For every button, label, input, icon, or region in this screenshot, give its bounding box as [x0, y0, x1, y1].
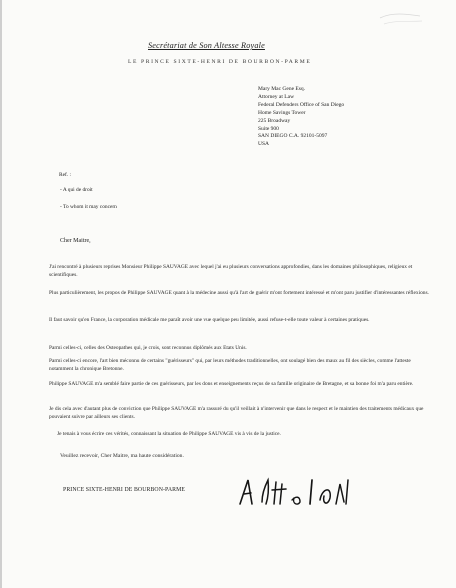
signer-name: PRINCE SIXTE-HENRI DE BOURBON-PARME	[63, 487, 185, 493]
paragraph: J'ai rencontré à plusieurs reprises Monsieur Philippe SAUVAGE avec lequel j'ai eu plusieurs conversations approfondies, dans les domaines philosophiques, religieux et scientifiques.	[49, 264, 413, 279]
paragraph: Plus particulièrement, les propos de Philippe SAUVAGE quant à la médecine aussi qu'à l'art de guérir m'ont fortement intéressé et m'ont paru justifier d'intéressantes réflexions.	[49, 290, 429, 296]
scan-edge	[0, 0, 2, 588]
salutation: Cher Maitre,	[60, 238, 91, 244]
recipient-line: Home Savings Tower	[258, 109, 306, 116]
reference-line-1: - A qui de droit	[60, 187, 93, 193]
recipient-line: 225 Broadway	[258, 117, 291, 124]
recipient-address-block	[258, 86, 438, 149]
paragraph: Je tenais à vous écrire ces vérités, connaissant la situation de Philippe SAUVAGE vis à vis de la justice.	[57, 431, 281, 437]
recipient-line: USA	[258, 141, 270, 148]
recipient-line: Federal Defenders Office of San Diego	[258, 101, 345, 108]
recipient-line: Attorney at Law	[258, 93, 295, 100]
recipient-line: Mary Mac Gene Esq.	[258, 86, 306, 92]
closing-formula: Veuillez recevoir, Cher Maitre, ma haute considération.	[60, 453, 184, 459]
reference-line-2: - To whom it may concern	[60, 204, 117, 210]
recipient-line: Suite 900	[258, 125, 279, 132]
paragraph: Parmi celles-ci encore, l'art bien méconnu de certains "guérisseurs" qui, par leurs méthodes traditionnelles, ont soulagé bien des maux au fil des siècles, comme l'atteste notamment la chronique Bretonne.	[49, 358, 411, 373]
paragraph: Philippe SAUVAGE m'a semblé faire partie de ces guérisseurs, par les dons et enseignements reçus de sa famille originaire de Bretagne, et sa bonne foi m'a paru entière.	[49, 381, 414, 387]
handwritten-signature	[236, 474, 356, 514]
paragraph: Parmi celles-ci, celles des Osteopathes qui, je crois, sont reconnus diplômés aux Etats Unis.	[49, 345, 247, 351]
recipient-line: SAN DIEGO C.A. 92101-5097	[258, 133, 328, 140]
faint-ink-marks	[372, 4, 432, 34]
letterhead-subtitle: LE PRINCE SIXTE-HENRI DE BOURBON-PARME	[128, 59, 312, 65]
paragraph: Il faut savoir qu'en France, la corporation médicale me paraît avoir une vue quelque peu limitée, aussi refuse-t-elle toute valeur à certaines pratiques.	[49, 317, 370, 323]
reference-label: Ref. :	[59, 172, 71, 178]
paragraph: Je dis cela avec d'autant plus de conviction que Philippe SAUVAGE m'a rassuré du qu'il veillait à n'intervenir que dans le respect et le maintien des traitements médicaux que pouvaient suivre par ailleurs ses clients.	[49, 406, 424, 421]
letterhead-title: Secrétariat de Son Altesse Royale	[148, 41, 265, 50]
